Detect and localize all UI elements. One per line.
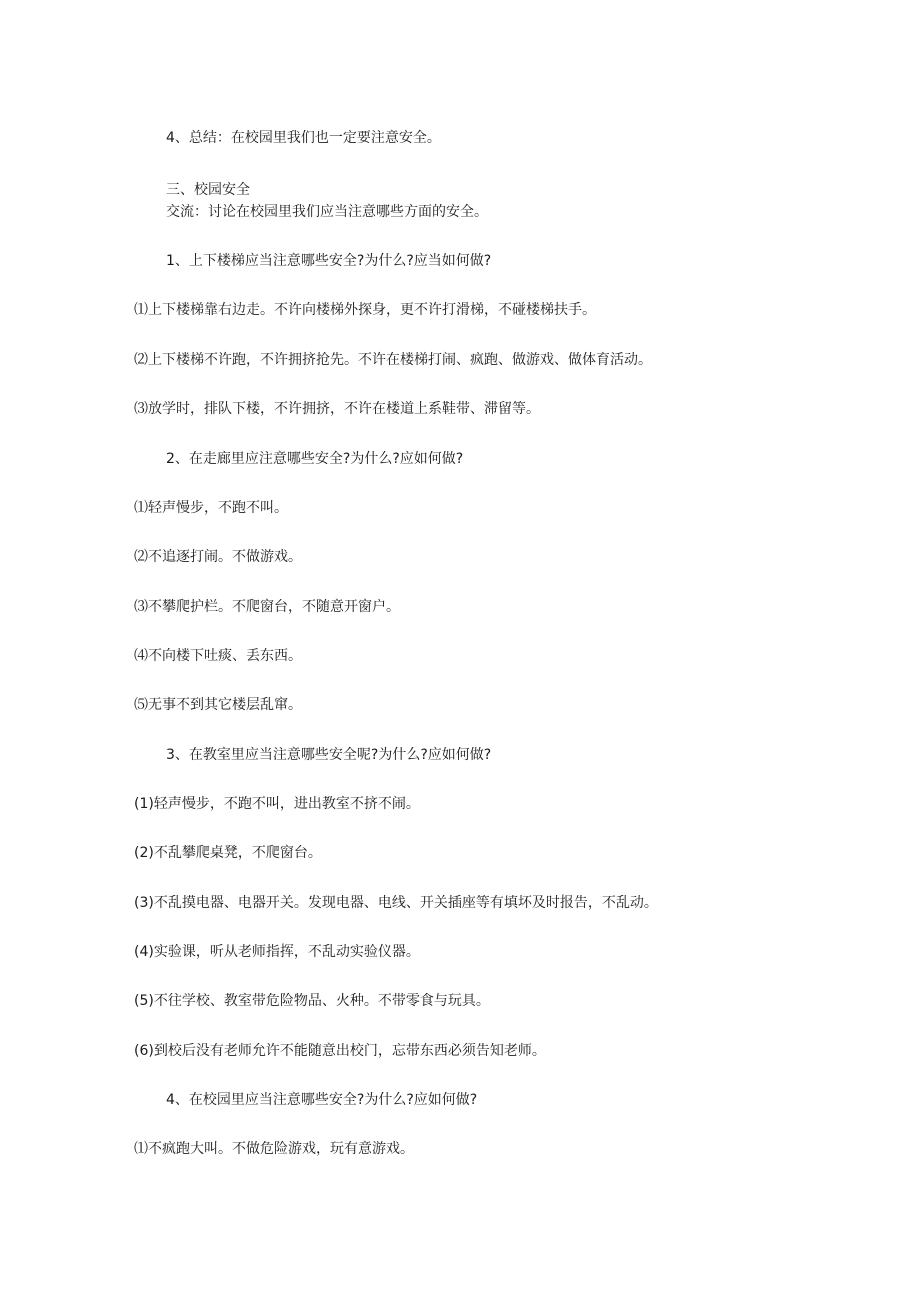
q1-item-1: ⑴上下楼梯靠右边走。不许向楼梯外探身，更不许打滑梯，不碰楼梯扶手。 bbox=[134, 302, 596, 318]
question-2-title: 2、在走廊里应注意哪些安全?为什么?应如何做? bbox=[166, 451, 464, 467]
q1-item-3: ⑶放学时，排队下楼，不许拥挤，不许在楼道上系鞋带、滞留等。 bbox=[134, 401, 540, 417]
q2-item-5: ⑸无事不到其它楼层乱窜。 bbox=[134, 697, 302, 713]
q3-item-5: (5)不往学校、教室带危险物品、火种。不带零食与玩具。 bbox=[134, 993, 490, 1009]
question-4-title: 4、在校园里应当注意哪些安全?为什么?应如何做? bbox=[166, 1092, 478, 1108]
question-3-title: 3、在教室里应当注意哪些安全呢?为什么?应如何做? bbox=[166, 747, 492, 763]
q4-item-1: ⑴不疯跑大叫。不做危险游戏，玩有意游戏。 bbox=[134, 1141, 414, 1157]
q3-item-6: (6)到校后没有老师允许不能随意出校门，忘带东西必须告知老师。 bbox=[134, 1043, 546, 1059]
q2-item-2: ⑵不追逐打闹。不做游戏。 bbox=[134, 549, 302, 565]
q3-item-1: (1)轻声慢步，不跑不叫，进出教室不挤不闹。 bbox=[134, 796, 420, 812]
q2-item-3: ⑶不攀爬护栏。不爬窗台，不随意开窗户。 bbox=[134, 599, 400, 615]
intro-line: 交流：讨论在校园里我们应当注意哪些方面的安全。 bbox=[166, 204, 488, 220]
q2-item-1: ⑴轻声慢步，不跑不叫。 bbox=[134, 500, 288, 516]
q3-item-4: (4)实验课，听从老师指挥，不乱动实验仪器。 bbox=[134, 944, 420, 960]
q1-item-2: ⑵上下楼梯不许跑，不许拥挤抢先。不许在楼梯打闹、疯跑、做游戏、做体育活动。 bbox=[134, 352, 652, 368]
question-1-title: 1、上下楼梯应当注意哪些安全?为什么?应当如何做? bbox=[166, 253, 492, 269]
q3-item-2: (2)不乱攀爬桌凳，不爬窗台。 bbox=[134, 845, 322, 861]
q3-item-3: (3)不乱摸电器、电器开关。发现电器、电线、开关插座等有填坏及时报告，不乱动。 bbox=[134, 895, 658, 911]
summary-line: 4、总结：在校园里我们也一定要注意安全。 bbox=[166, 130, 441, 146]
q2-item-4: ⑷不向楼下吐痰、丢东西。 bbox=[134, 648, 302, 664]
section-title: 三、校园安全 bbox=[166, 182, 250, 198]
